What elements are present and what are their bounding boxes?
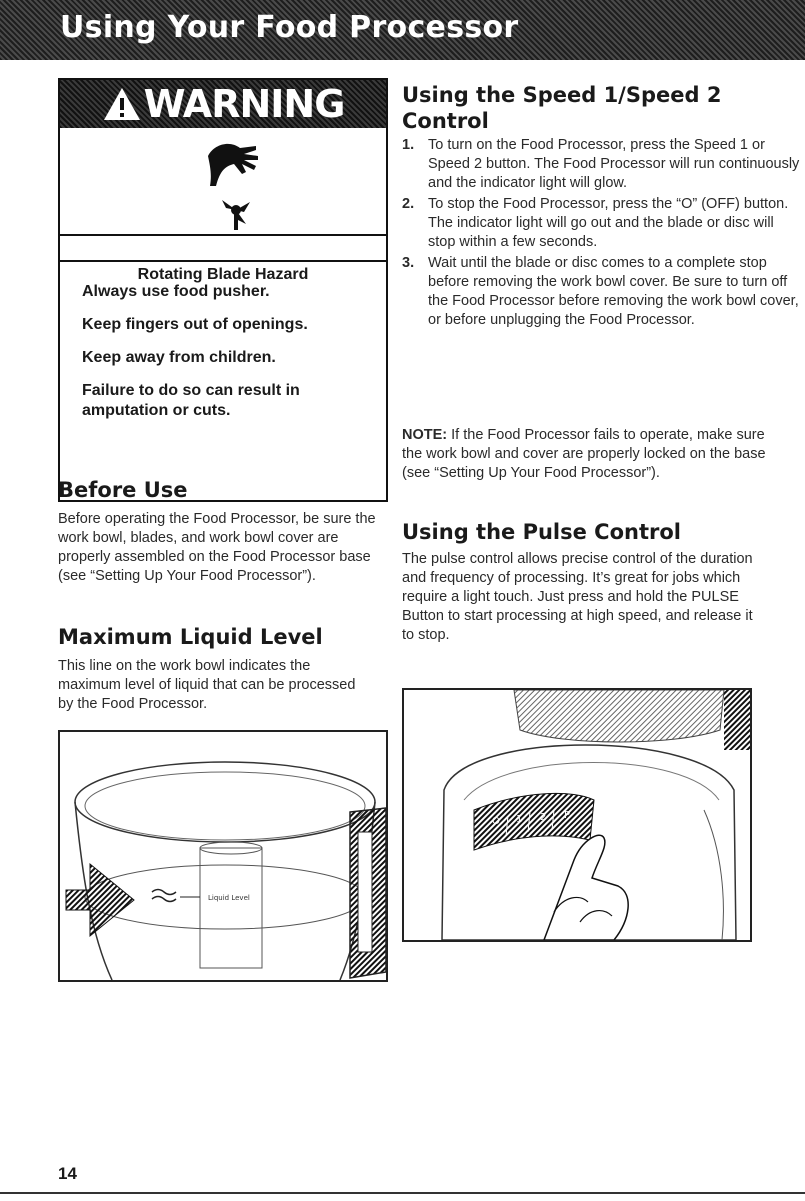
note-label: NOTE: [402,427,448,443]
warning-line: Failure to do so can result in amputation or cuts. [82,382,300,419]
food-processor-base-illustration [404,690,750,940]
page-number: 14 [58,1164,77,1183]
warning-banner [60,80,386,128]
before-use-body: Before operating the Food Processor, be sure the work bowl, blades, and work bowl cover are properly assembled on the Food Processor base (see “Setting Up Your Food Processor”). [58,511,376,584]
speed-control-note [402,426,782,483]
speed-control-steps [402,136,802,332]
footer-rule [0,1192,805,1194]
hazard-title: Rotating Blade Hazard [137,266,309,283]
warning-line: Keep away from children. [82,349,276,366]
pulse-control-figure [402,688,752,942]
header-bar [0,0,805,60]
pulse-button-label: P [564,810,571,821]
pulse-control-heading: Using the Pulse Control [402,520,681,544]
speed2-button-label: 2 [540,812,547,823]
liquid-level-label: Liquid Level [208,894,250,902]
speed1-button-label: 1 [516,814,523,825]
warning-word: WARNING [143,82,345,126]
rotating-blade-hazard-icon [200,136,260,236]
list-item: 2. To stop the Food Processor, press the “O” (OFF) button. The indicator light will go out and the blade or disc will stop within a few seconds. [402,196,789,250]
warning-triangle-icon [102,86,142,122]
off-button-label: O [492,816,500,827]
warning-line: Keep fingers out of openings. [82,316,308,333]
before-use-heading: Before Use [58,478,188,502]
note-text: If the Food Processor fails to operate, make sure the work bowl and cover are properly locked on the base (see “Setting Up Your Food Processor”). [402,427,766,481]
warning-text-box [58,232,388,502]
max-liquid-heading: Maximum Liquid Level [58,625,323,649]
warning-line: Always use food pusher. [82,283,270,300]
list-item: 3. Wait until the blade or disc comes to a complete stop before removing the work bowl cover. Be sure to turn off the Food Processor before removing the work bowl cover, or before unplugging the Food Processor. [402,255,799,328]
list-item: 1. To turn on the Food Processor, press the Speed 1 or Speed 2 button. The Food Processor will run continuously and the indicator light will glow. [402,137,800,191]
speed-control-heading: Using the Speed 1/Speed 2 Control [402,83,722,133]
max-liquid-body: This line on the work bowl indicates the maximum level of liquid that can be processed by the Food Processor. [58,658,356,712]
work-bowl-illustration [60,732,386,980]
warning-lines [82,282,372,434]
pulse-control-body: The pulse control allows precise control of the duration and frequency of processing. It’s great for jobs which require a light touch. Just press and hold the PULSE Button to start processing at high speed, and release it to stop. [402,551,753,643]
page-title: Using Your Food Processor [60,10,519,45]
liquid-level-figure [58,730,388,982]
